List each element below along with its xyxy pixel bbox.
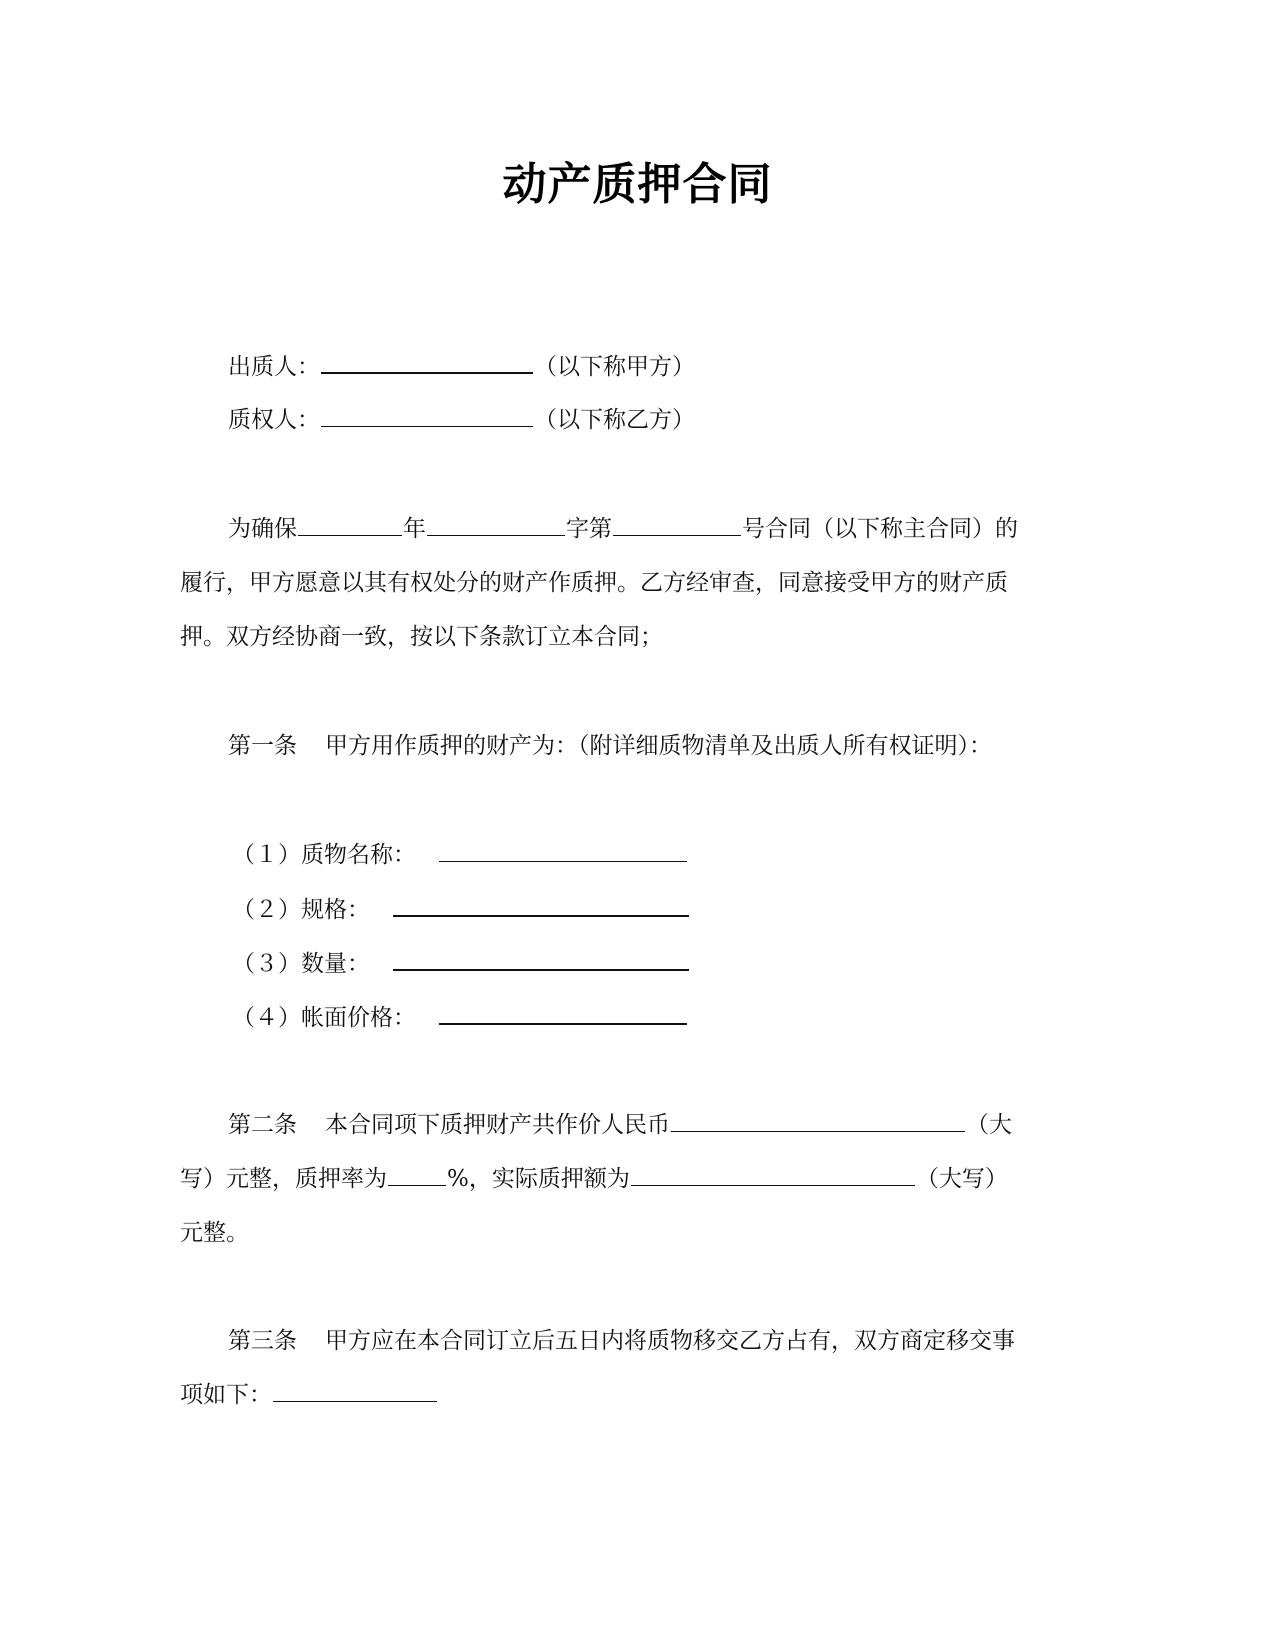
item-specification: [232, 893, 690, 926]
pledge-rate-blank[interactable]: [388, 1163, 446, 1186]
article-1: [228, 730, 992, 762]
goods-name-blank[interactable]: [439, 839, 687, 862]
valuation-blank[interactable]: [671, 1109, 965, 1132]
pledge-amount-blank[interactable]: [631, 1163, 915, 1186]
preamble-line-2: 履行，甲方愿意以其有权处分的财产作质押。乙方经审查，同意接受甲方的财产质: [180, 570, 1008, 596]
document-title: 动产质押合同: [502, 159, 773, 210]
pledgor-blank[interactable]: [321, 350, 533, 374]
article-3-text: 项如下：: [180, 1382, 272, 1408]
pledgee-label: 质权人：: [228, 407, 320, 433]
article-3-line-1: [228, 1325, 1015, 1357]
item-book-value: [232, 1001, 688, 1034]
article-2-text: %，实际质押额为: [447, 1166, 630, 1192]
article-2-text: （大写）: [915, 1166, 1008, 1192]
book-value-blank[interactable]: [439, 1001, 687, 1025]
article-1-text: 甲方用作质押的财产为：（附详细质物清单及出质人所有权证明）：: [325, 733, 992, 759]
year-blank[interactable]: [298, 513, 402, 536]
pledgor-suffix: （以下称甲方）: [534, 354, 695, 380]
pledgee-line: [228, 404, 695, 436]
article-2-text: 写）元整，质押率为: [180, 1166, 387, 1192]
preamble-text: 号合同（以下称主合同）的: [742, 516, 1018, 542]
number-blank[interactable]: [613, 513, 741, 536]
article-2-line-2: [180, 1163, 1008, 1195]
handover-blank[interactable]: [273, 1379, 437, 1402]
article-2-line-1: [228, 1109, 1012, 1141]
article-3-line-2: [180, 1379, 438, 1411]
article-2-text: 本合同项下质押财产共作价人民币: [325, 1112, 670, 1138]
item-label: （３）数量：: [232, 951, 370, 977]
article-3-text: 甲方应在本合同订立后五日内将质物移交乙方占有，双方商定移交事: [325, 1328, 1015, 1354]
character-blank[interactable]: [427, 513, 565, 536]
item-label: （２）规格：: [232, 897, 370, 923]
preamble-line-1: [228, 513, 1018, 545]
item-goods-name: [232, 839, 688, 871]
article-2-text: （大: [966, 1112, 1012, 1138]
item-label: （１）质物名称：: [232, 842, 416, 868]
preamble-line-3: 押。双方经协商一致，按以下条款订立本合同；: [180, 624, 663, 650]
preamble-text: 字第: [566, 516, 612, 542]
item-quantity: [232, 947, 690, 980]
pledgor-line: [228, 350, 695, 383]
quantity-blank[interactable]: [393, 947, 689, 971]
preamble-text: 为确保: [228, 516, 297, 542]
article-2-line-3: 元整。: [180, 1220, 249, 1246]
item-label: （４）帐面价格：: [232, 1005, 416, 1031]
specification-blank[interactable]: [393, 893, 689, 917]
article-3-heading: 第三条: [228, 1328, 297, 1354]
article-2-heading: 第二条: [228, 1112, 297, 1138]
preamble-text: 年: [403, 516, 426, 542]
pledgor-label: 出质人：: [228, 354, 320, 380]
article-1-heading: 第一条: [228, 733, 297, 759]
pledgee-suffix: （以下称乙方）: [534, 407, 695, 433]
pledgee-blank[interactable]: [321, 404, 533, 427]
